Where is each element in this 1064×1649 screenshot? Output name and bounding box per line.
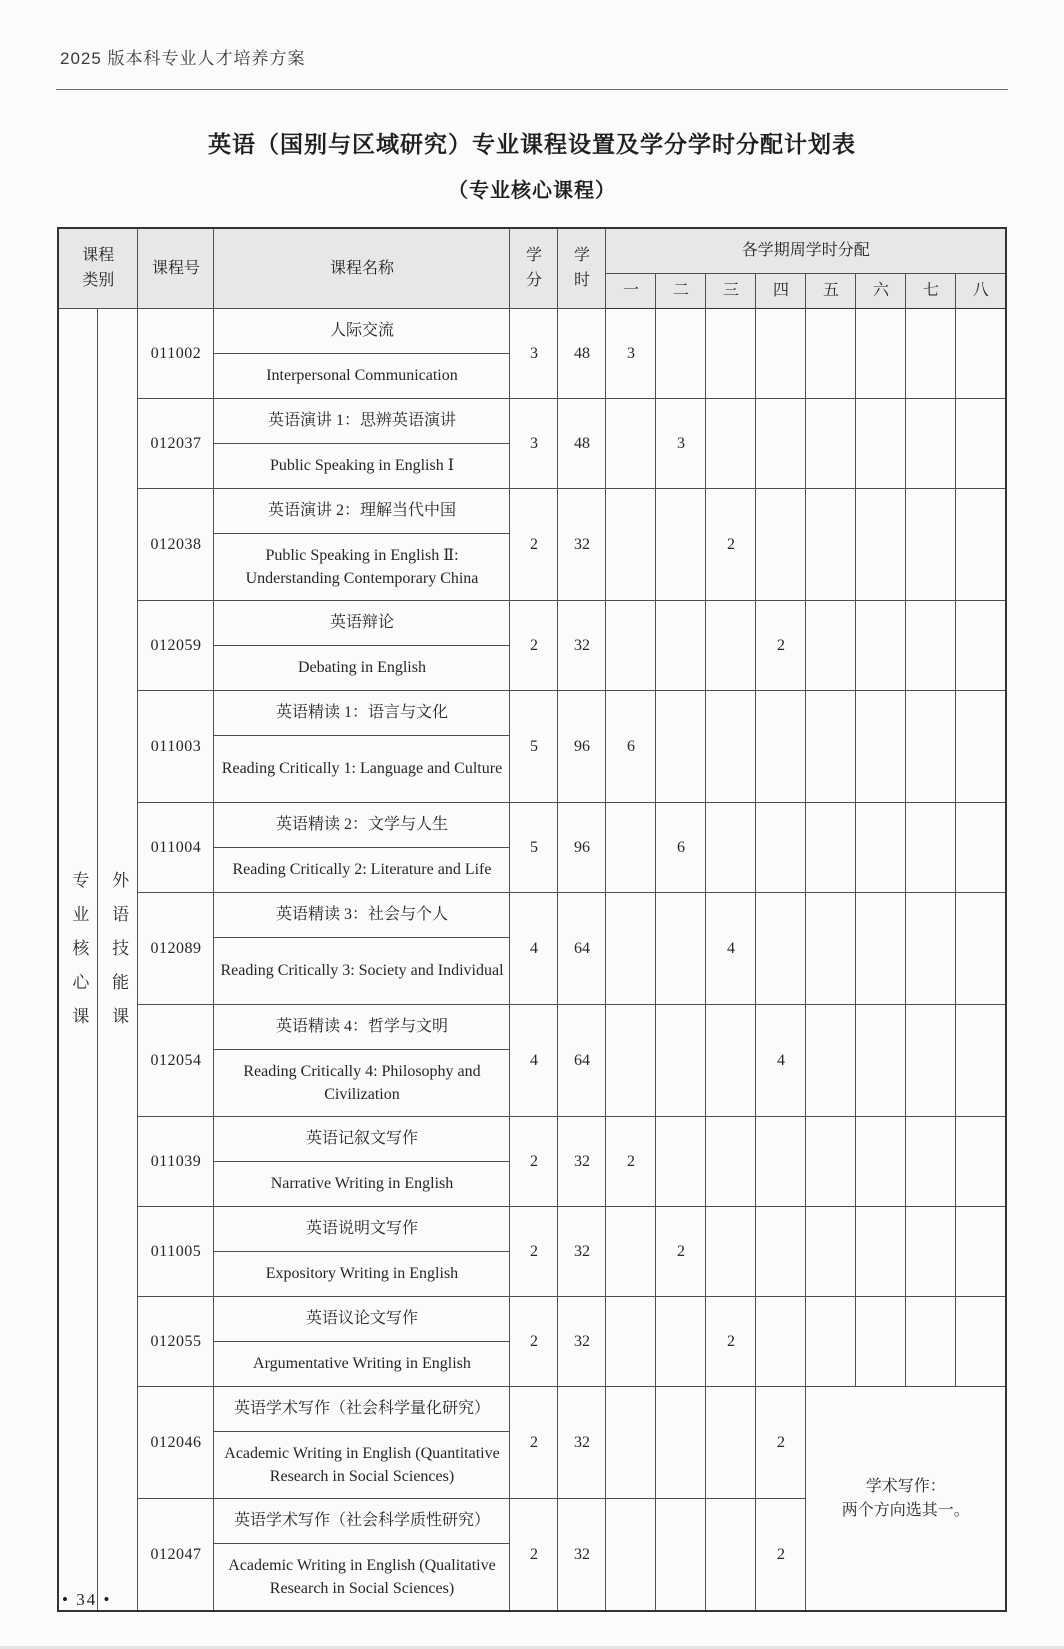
semester-7-cell <box>906 691 956 803</box>
semester-2-cell <box>656 1499 706 1612</box>
semester-2-cell <box>656 893 706 1005</box>
semester-3-cell <box>706 1207 756 1297</box>
page-number: • 34 • <box>62 1590 112 1609</box>
course-code-cell: 012037 <box>138 399 214 489</box>
credits-cell: 4 <box>510 1005 558 1117</box>
semester-5-cell <box>806 1207 856 1297</box>
semester-3-cell <box>706 803 756 893</box>
semester-7-cell <box>906 1207 956 1297</box>
header-semester-group: 各学期周学时分配 <box>606 228 1006 274</box>
semester-3-cell <box>706 601 756 691</box>
course-name-en-cell: Interpersonal Communication <box>214 354 510 399</box>
course-code-cell: 011003 <box>138 691 214 803</box>
semester-5-cell <box>806 489 856 601</box>
header-semester-1: 一 <box>606 274 656 309</box>
semester-1-cell <box>606 1297 656 1387</box>
hours-cell: 32 <box>558 1387 606 1499</box>
semester-3-cell <box>706 1499 756 1612</box>
semester-1-cell <box>606 1499 656 1612</box>
semester-6-cell <box>856 803 906 893</box>
semester-5-cell <box>806 893 856 1005</box>
semester-1-cell <box>606 489 656 601</box>
semester-8-cell <box>956 489 1006 601</box>
semester-8-cell <box>956 309 1006 399</box>
course-name-en-cell: Debating in English <box>214 646 510 691</box>
course-name-en-cell: Narrative Writing in English <box>214 1162 510 1207</box>
semester-8-cell <box>956 1207 1006 1297</box>
course-code-cell: 011002 <box>138 309 214 399</box>
course-name-en-cell: Public Speaking in English Ⅱ: Understanding Contemporary China <box>214 534 510 601</box>
course-name-cn-cell: 英语精读 2：文学与人生 <box>214 803 510 848</box>
semester-2-cell: 6 <box>656 803 706 893</box>
credits-cell: 3 <box>510 399 558 489</box>
course-name-cn-cell: 人际交流 <box>214 309 510 354</box>
semester-3-cell: 2 <box>706 1297 756 1387</box>
course-name-en-cell: Academic Writing in English (Qualitative Research in Social Sciences) <box>214 1544 510 1612</box>
semester-5-cell <box>806 399 856 489</box>
course-code-cell: 011039 <box>138 1117 214 1207</box>
semester-6-cell <box>856 309 906 399</box>
header-semester-2: 二 <box>656 274 706 309</box>
semester-6-cell <box>856 1207 906 1297</box>
hours-cell: 96 <box>558 691 606 803</box>
semester-2-cell <box>656 1387 706 1499</box>
header-rule <box>56 89 1008 90</box>
semester-4-cell: 2 <box>756 1387 806 1499</box>
header-course-code: 课程号 <box>138 228 214 309</box>
category-main-cell-text: 专业核心课 <box>69 870 89 1041</box>
page-title: 英语（国别与区域研究）专业课程设置及学分学时分配计划表 <box>208 131 856 157</box>
semester-1-cell: 3 <box>606 309 656 399</box>
course-code-cell: 012055 <box>138 1297 214 1387</box>
semester-7-cell <box>906 1005 956 1117</box>
semester-2-cell: 3 <box>656 399 706 489</box>
semester-7-cell <box>906 489 956 601</box>
course-name-en-cell: Academic Writing in English (Quantitative Research in Social Sciences) <box>214 1432 510 1499</box>
course-name-cn-cell: 英语演讲 2：理解当代中国 <box>214 489 510 534</box>
course-name-cn-cell: 英语记叙文写作 <box>214 1117 510 1162</box>
semester-6-cell <box>856 1297 906 1387</box>
credits-cell: 2 <box>510 601 558 691</box>
course-code-cell: 012038 <box>138 489 214 601</box>
semester-3-cell <box>706 691 756 803</box>
credits-cell: 4 <box>510 893 558 1005</box>
credits-cell: 2 <box>510 1207 558 1297</box>
hours-cell: 32 <box>558 1297 606 1387</box>
header-hours-text: 学时 <box>573 246 590 289</box>
course-name-cn-cell: 英语演讲 1：思辨英语演讲 <box>214 399 510 444</box>
semester-6-cell <box>856 489 906 601</box>
semester-7-cell <box>906 803 956 893</box>
note-line-2: 两个方向选其一。 <box>841 1501 970 1519</box>
course-name-cn-cell: 英语精读 3：社会与个人 <box>214 893 510 938</box>
hours-cell: 32 <box>558 1117 606 1207</box>
course-name-en-cell: Reading Critically 4: Philosophy and Civilization <box>214 1050 510 1117</box>
semester-6-cell <box>856 893 906 1005</box>
credits-cell: 3 <box>510 309 558 399</box>
credits-cell: 5 <box>510 803 558 893</box>
semester-2-cell <box>656 691 706 803</box>
running-title: 2025 版本科专业人才培养方案 <box>60 49 306 68</box>
credits-cell: 2 <box>510 1387 558 1499</box>
category-sub-cell <box>98 309 138 1612</box>
category-sub-cell-text: 外语技能课 <box>109 870 129 1041</box>
credits-cell: 5 <box>510 691 558 803</box>
semester-5-cell <box>806 309 856 399</box>
semester-8-cell <box>956 1005 1006 1117</box>
semester-1-cell: 2 <box>606 1117 656 1207</box>
semester-4-cell <box>756 893 806 1005</box>
header-credits-text: 学分 <box>525 246 542 289</box>
hours-cell: 96 <box>558 803 606 893</box>
course-code-cell: 012046 <box>138 1387 214 1499</box>
hours-cell: 32 <box>558 1207 606 1297</box>
course-name-en-cell: Argumentative Writing in English <box>214 1342 510 1387</box>
hours-cell: 32 <box>558 489 606 601</box>
semester-4-cell: 2 <box>756 601 806 691</box>
semester-2-cell <box>656 309 706 399</box>
semester-1-cell: 6 <box>606 691 656 803</box>
semester-1-cell <box>606 399 656 489</box>
semester-3-cell <box>706 1117 756 1207</box>
course-code-cell: 012047 <box>138 1499 214 1612</box>
credits-cell: 2 <box>510 1297 558 1387</box>
hours-cell: 48 <box>558 309 606 399</box>
semester-7-cell <box>906 309 956 399</box>
semester-2-cell <box>656 601 706 691</box>
semester-4-cell: 2 <box>756 1499 806 1612</box>
header-credits <box>510 228 558 309</box>
header-category-text: 课程类别 <box>82 246 115 289</box>
semester-4-cell <box>756 309 806 399</box>
header-semester-8: 八 <box>956 274 1006 309</box>
course-code-cell: 012059 <box>138 601 214 691</box>
semester-4-cell <box>756 399 806 489</box>
credits-cell: 2 <box>510 1117 558 1207</box>
semester-8-cell <box>956 893 1006 1005</box>
course-name-cn-cell: 英语说明文写作 <box>214 1207 510 1252</box>
semester-6-cell <box>856 1005 906 1117</box>
semester-8-cell <box>956 803 1006 893</box>
semester-3-cell <box>706 309 756 399</box>
course-name-en-cell: Reading Critically 2: Literature and Life <box>214 848 510 893</box>
course-name-cn-cell: 英语精读 1：语言与文化 <box>214 691 510 736</box>
semester-4-cell <box>756 489 806 601</box>
semester-8-cell <box>956 601 1006 691</box>
header-course-name: 课程名称 <box>214 228 510 309</box>
header-category <box>58 228 138 309</box>
semester-6-cell <box>856 1117 906 1207</box>
header-semester-6: 六 <box>856 274 906 309</box>
page-subtitle: （专业核心课程） <box>448 180 616 202</box>
semester-1-cell <box>606 1207 656 1297</box>
semester-7-cell <box>906 1117 956 1207</box>
note-cell <box>806 1387 1006 1612</box>
category-main-cell <box>58 309 98 1612</box>
semester-3-cell: 2 <box>706 489 756 601</box>
semester-6-cell <box>856 691 906 803</box>
semester-1-cell <box>606 803 656 893</box>
document-page <box>0 44 1064 1649</box>
header-hours <box>558 228 606 309</box>
semester-4-cell: 4 <box>756 1005 806 1117</box>
semester-3-cell <box>706 1005 756 1117</box>
semester-1-cell <box>606 1387 656 1499</box>
header-semester-4: 四 <box>756 274 806 309</box>
semester-2-cell <box>656 489 706 601</box>
semester-7-cell <box>906 399 956 489</box>
course-name-cn-cell: 英语学术写作（社会科学质性研究） <box>214 1499 510 1544</box>
hours-cell: 32 <box>558 1499 606 1612</box>
credits-cell: 2 <box>510 1499 558 1612</box>
semester-2-cell <box>656 1005 706 1117</box>
credits-cell: 2 <box>510 489 558 601</box>
semester-5-cell <box>806 601 856 691</box>
course-name-en-cell: Reading Critically 1: Language and Culture <box>214 736 510 803</box>
course-name-cn-cell: 英语学术写作（社会科学量化研究） <box>214 1387 510 1432</box>
semester-1-cell <box>606 893 656 1005</box>
semester-4-cell <box>756 691 806 803</box>
semester-7-cell <box>906 1297 956 1387</box>
semester-8-cell <box>956 399 1006 489</box>
semester-4-cell <box>756 803 806 893</box>
course-code-cell: 011004 <box>138 803 214 893</box>
semester-4-cell <box>756 1117 806 1207</box>
semester-2-cell <box>656 1297 706 1387</box>
course-table-body <box>58 309 1006 1612</box>
course-code-cell: 012054 <box>138 1005 214 1117</box>
semester-5-cell <box>806 1005 856 1117</box>
course-code-cell: 012089 <box>138 893 214 1005</box>
semester-7-cell <box>906 601 956 691</box>
course-name-cn-cell: 英语辩论 <box>214 601 510 646</box>
hours-cell: 48 <box>558 399 606 489</box>
curriculum-table <box>57 227 1007 1612</box>
semester-4-cell <box>756 1207 806 1297</box>
semester-8-cell <box>956 1117 1006 1207</box>
course-name-cn-cell: 英语精读 4：哲学与文明 <box>214 1005 510 1050</box>
course-name-en-cell: Public Speaking in English Ⅰ <box>214 444 510 489</box>
hours-cell: 32 <box>558 601 606 691</box>
semester-5-cell <box>806 1117 856 1207</box>
semester-1-cell <box>606 1005 656 1117</box>
semester-5-cell <box>806 803 856 893</box>
course-name-en-cell: Reading Critically 3: Society and Individual <box>214 938 510 1005</box>
semester-8-cell <box>956 1297 1006 1387</box>
course-name-cn-cell: 英语议论文写作 <box>214 1297 510 1342</box>
semester-3-cell <box>706 399 756 489</box>
semester-2-cell <box>656 1117 706 1207</box>
semester-8-cell <box>956 691 1006 803</box>
semester-2-cell: 2 <box>656 1207 706 1297</box>
semester-4-cell <box>756 1297 806 1387</box>
course-code-cell: 011005 <box>138 1207 214 1297</box>
header-semester-3: 三 <box>706 274 756 309</box>
header-semester-7: 七 <box>906 274 956 309</box>
semester-1-cell <box>606 601 656 691</box>
semester-3-cell <box>706 1387 756 1499</box>
semester-6-cell <box>856 399 906 489</box>
header-semester-5: 五 <box>806 274 856 309</box>
hours-cell: 64 <box>558 893 606 1005</box>
semester-7-cell <box>906 893 956 1005</box>
semester-5-cell <box>806 691 856 803</box>
hours-cell: 64 <box>558 1005 606 1117</box>
semester-6-cell <box>856 601 906 691</box>
note-line-1: 学术写作： <box>865 1478 946 1496</box>
semester-5-cell <box>806 1297 856 1387</box>
course-name-en-cell: Expository Writing in English <box>214 1252 510 1297</box>
semester-3-cell: 4 <box>706 893 756 1005</box>
